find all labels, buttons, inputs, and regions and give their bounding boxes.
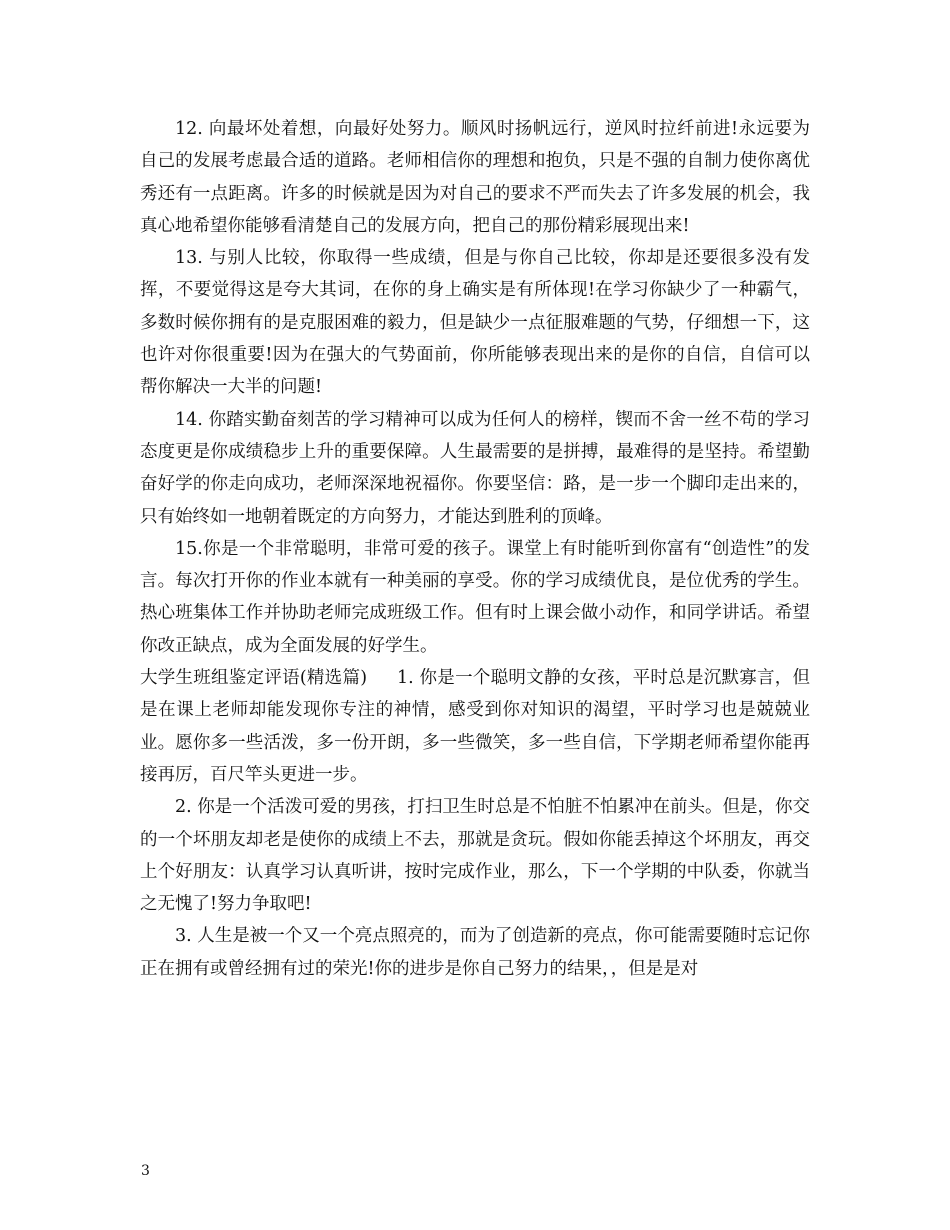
comment-paragraph-2: 2. 你是一个活泼可爱的男孩，打扫卫生时总是不怕脏不怕累冲在前头。但是，你交的一个坏朋友却老是使你的成绩上不去，那就是贪玩。假如你能丢掉这个坏朋友，再交上个好朋友：认真学习认真听讲，按时完成作业，那么，下一个学期的中队委，你就当之无愧了!努力争取吧!: [140, 797, 810, 915]
comment-paragraph-12: 12. 向最坏处着想，向最好处努力。顺风时扬帆远行，逆风时拉纤前进!永远要为自己的发展考虑最合适的道路。老师相信你的理想和抱负，只是不强的自制力使你离优秀还有一点距离。许多的时候就是因为对自己的要求不严而失去了许多发展的机会，我真心地希望你能够看清楚自己的发展方向，把自己的那份精彩展现出来!: [140, 119, 810, 236]
comment-paragraph-13: 13. 与别人比较，你取得一些成绩，但是与你自己比较，你却是还要很多没有发挥，不要觉得这是夸大其词，在你的身上确实是有所体现!在学习你缺少了一种霸气，多数时候你拥有的是克服困难的毅力，但是缺少一点征服难题的气势，仔细想一下，这也许对你很重要!因为在强大的气势面前，你所能够表现出来的是你的自信，自信可以帮你解决一大半的问题!: [140, 248, 810, 398]
page-number: 3: [141, 1163, 150, 1179]
comment-paragraph-14: 14. 你踏实勤奋刻苦的学习精神可以成为任何人的榜样，锲而不舍一丝不苟的学习态度更是你成绩稳步上升的重要保障。人生最需要的是拼搏，最难得的是坚持。希望勤奋好学的你走向成功，老师深深地祝福你。你要坚信：路，是一步一个脚印走出来的，只有始终如一地朝着既定的方向努力，才能达到胜利的顶峰。: [140, 409, 810, 527]
section-paragraph: [140, 662, 810, 791]
document-body: [140, 113, 810, 985]
section-heading: 大学生班组鉴定评语(精选篇): [140, 668, 368, 689]
comment-paragraph-1: 1. 你是一个聪明文静的女孩，平时总是沉默寡言，但是在课上老师却能发现你专注的神情，感受到你对知识的渴望，平时学习也是兢兢业业。愿你多一些活泼，多一份开朗，多一些微笑，多一些自信，下学期老师希望你能再接再厉，百尺竿头更进一步。: [140, 668, 810, 785]
comment-paragraph-15: 15.你是一个非常聪明，非常可爱的孩子。课堂上有时能听到你富有“创造性”的发言。每次打开你的作业本就有一种美丽的享受。你的学习成绩优良，是位优秀的学生。热心班集体工作并协助老师完成班级工作。但有时上课会做小动作，和同学讲话。希望你改正缺点，成为全面发展的好学生。: [140, 538, 810, 656]
comment-paragraph-3: 3. 人生是被一个又一个亮点照亮的，而为了创造新的亮点，你可能需要随时忘记你正在拥有或曾经拥有过的荣光!你的进步是你自己努力的结果，，但是是对: [140, 926, 810, 979]
